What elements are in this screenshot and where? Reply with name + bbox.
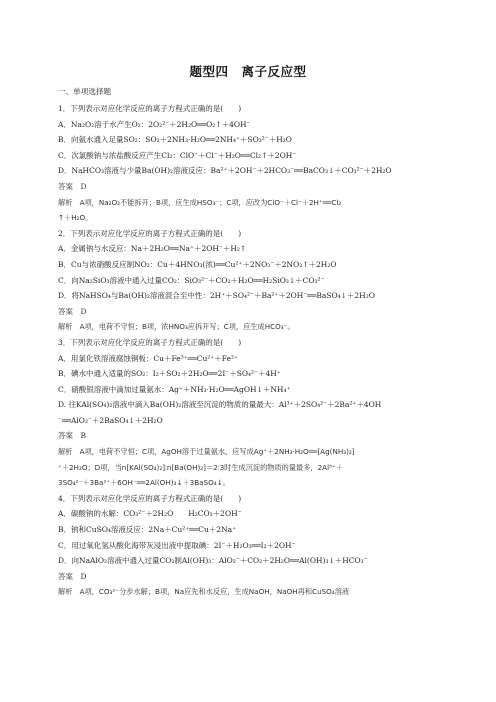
explanation-line: 解析 A项，电荷不守恒；C项，AgOH溶于过量氨水，应写成Ag⁺＋2NH₃·H₂O══[Ag(NH₃)₂] bbox=[58, 447, 355, 457]
answer-option: ⁻══AlO₂⁻＋2BaSO₄↓＋2H₂O bbox=[58, 415, 163, 425]
explanation-line: ⁺＋2H₂O；D项，当n[KAl(SO₄)₂]∶n[Ba(OH)₂]＝2∶3时生成沉淀的物质的量最多，2Al³⁺＋ bbox=[58, 462, 343, 472]
answer-option: C．向Na₂SiO₃溶液中通入过量CO₂：SiO₃²⁻＋CO₂＋H₂O══H₂SiO₃↓＋CO₃²⁻ bbox=[58, 275, 325, 285]
answer-option: C．次氯酸钠与浓盐酸反应产生Cl₂：ClO⁻＋Cl⁻＋H₂O══Cl₂↑＋2OH⁻ bbox=[58, 150, 297, 160]
answer-option: B．向氨水通入足量SO₂：SO₂＋2NH₃·H₂O══2NH₄⁺＋SO₃²⁻＋H₂O bbox=[58, 135, 292, 145]
question-stem: 4．下列表示对应化学反应的离子方程式正确的是( ) bbox=[58, 493, 242, 503]
answer-option: A．金属钠与水反应：Na＋2H₂O══Na⁺＋2OH⁻＋H₂↑ bbox=[58, 244, 247, 254]
page-title: 题型四 离子反应型 bbox=[189, 64, 307, 79]
answer-line: 答案 D bbox=[58, 571, 87, 581]
answer-option: A．Na₂O₂溶于水产生O₂：2O₂²⁻＋2H₂O══O₂↑＋4OH⁻ bbox=[58, 119, 251, 129]
answer-option: B．碘水中通入适量的SO₂：I₂＋SO₂＋2H₂O══2I⁻＋SO₄²⁻＋4H⁺ bbox=[58, 369, 281, 379]
question-stem: 1．下列表示对应化学反应的离子方程式正确的是( ) bbox=[58, 104, 242, 113]
section-heading: 一、单项选择题 bbox=[58, 87, 112, 96]
answer-option: A．碳酸钠的水解：CO₃²⁻＋2H₂O H₂CO₃＋2OH⁻ bbox=[58, 509, 242, 519]
answer-line: 答案 D bbox=[58, 306, 87, 316]
answer-option: D．NaHCO₃溶液与少量Ba(OH)₂溶液反应：Ba²⁺＋2OH⁻＋2HCO₃⁻══BaCO₃↓＋CO₃²⁻＋2H₂O bbox=[58, 166, 392, 176]
answer-option: C．硝酸银溶液中滴加过量氨水：Ag⁺＋NH₃·H₂O══AgOH↓＋NH₄⁺ bbox=[58, 384, 291, 394]
answer-line: 答案 B bbox=[58, 431, 87, 441]
answer-option: D．向NaAlO₂溶液中通入过量CO₂制Al(OH)₃：AlO₂⁻＋CO₂＋2H₂O══Al(OH)₃↓＋HCO₃⁻ bbox=[58, 556, 368, 566]
answer-option: D．将NaHSO₄与Ba(OH)₂溶液混合至中性：2H⁺＋SO₄²⁻＋Ba²⁺＋2OH⁻══BaSO₄↓＋2H₂O bbox=[58, 291, 375, 301]
question-stem: 2．下列表示对应化学反应的离子方程式正确的是( ) bbox=[58, 228, 242, 238]
question-stem: 3．下列表示对应化学反应的离子方程式正确的是( ) bbox=[58, 337, 242, 347]
answer-line: 答案 D bbox=[58, 181, 87, 191]
answer-option: B．钠和CuSO₄溶液反应：2Na＋Cu²⁺══Cu＋2Na⁺ bbox=[58, 525, 237, 535]
explanation-line: 解析 A项，Na₂O₂不能拆开；B项，应生成HSO₃⁻；C项，应改为ClO⁻＋Cl⁻＋2H⁺══Cl₂ bbox=[58, 197, 342, 207]
answer-option: A．用氯化铁溶液腐蚀铜板：Cu＋Fe³⁺══Cu²⁺＋Fe²⁺ bbox=[58, 353, 238, 363]
question-body bbox=[58, 101, 443, 600]
answer-option: B．Cu与浓硝酸反应制NO₂：Cu＋4HNO₃(浓)══Cu²⁺＋2NO₃⁻＋2NO₂↑＋2H₂O bbox=[58, 259, 337, 269]
explanation-line: ↑＋H₂O。 bbox=[58, 213, 93, 223]
answer-option: C．用过氧化氢从酸化海带灰浸出液中提取碘：2I⁻＋H₂O₂══I₂＋2OH⁻ bbox=[58, 540, 296, 550]
explanation-line: 解析 A项，电荷不守恒；B项，浓HNO₃应拆开写；C项，应生成HCO₃⁻。 bbox=[58, 322, 295, 332]
answer-option: D. 往KAl(SO₄)₂溶液中滴入Ba(OH)₂溶液至沉淀的物质的量最大：Al³⁺＋2SO₄²⁻＋2Ba²⁺＋4OH bbox=[58, 400, 382, 410]
explanation-line: 解析 A项，CO₃²⁻分步水解；B项，Na应先和水反应，生成NaOH，NaOH再和CuSO₄溶液 bbox=[58, 587, 350, 597]
explanation-line: 3SO₄²⁻＋3Ba²⁺＋6OH⁻══2Al(OH)₃↓＋3BaSO₄↓。 bbox=[58, 478, 230, 488]
